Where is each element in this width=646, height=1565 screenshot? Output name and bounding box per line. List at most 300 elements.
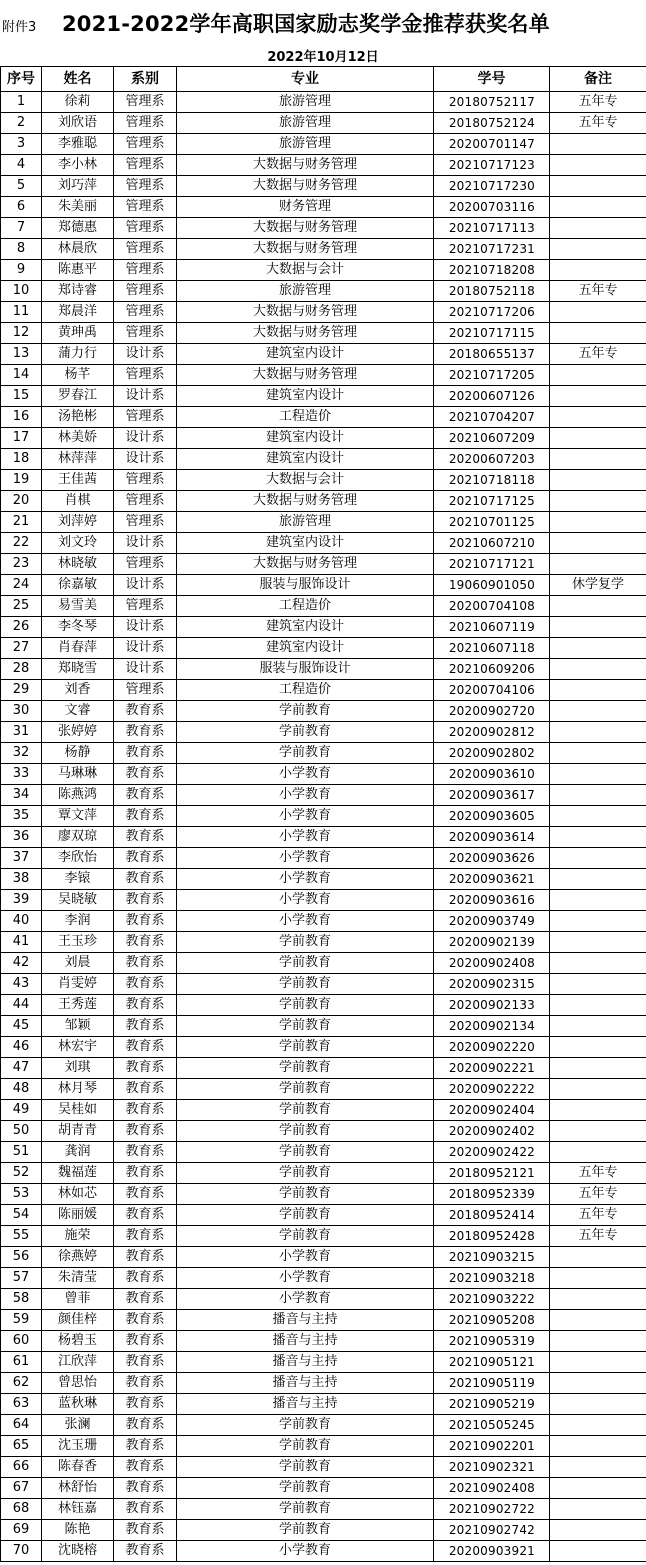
cell-name: 林钰嘉	[42, 1499, 114, 1520]
cell-department: 设计系	[114, 344, 177, 365]
table-row	[1, 428, 646, 449]
cell-department: 设计系	[114, 575, 177, 596]
cell-department: 管理系	[114, 323, 177, 344]
table-row	[1, 827, 646, 848]
cell-student-id: 20180952428	[434, 1226, 550, 1247]
cell-department: 教育系	[114, 932, 177, 953]
cell-department: 教育系	[114, 722, 177, 743]
cell-major: 播音与主持	[177, 1373, 434, 1394]
cell-student-id: 20200902408	[434, 953, 550, 974]
cell-name: 张婷婷	[42, 722, 114, 743]
cell-student-id: 20180655137	[434, 344, 550, 365]
cell-department: 管理系	[114, 680, 177, 701]
cell-name: 黄珅禹	[42, 323, 114, 344]
cell-index: 57	[1, 1268, 42, 1289]
cell-student-id: 20210607118	[434, 638, 550, 659]
cell-major: 建筑室内设计	[177, 386, 434, 407]
table-row	[1, 638, 646, 659]
cell-name: 王玉珍	[42, 932, 114, 953]
cell-department: 教育系	[114, 806, 177, 827]
cell-name: 肖春萍	[42, 638, 114, 659]
cell-major: 旅游管理	[177, 512, 434, 533]
cell-name: 邹颖	[42, 1016, 114, 1037]
cell-department: 管理系	[114, 197, 177, 218]
cell-major: 小学教育	[177, 869, 434, 890]
cell-major: 学前教育	[177, 995, 434, 1016]
cell-note: 五年专	[550, 344, 646, 365]
cell-department: 设计系	[114, 617, 177, 638]
cell-note	[550, 638, 646, 659]
cell-department: 教育系	[114, 827, 177, 848]
cell-note	[550, 1058, 646, 1079]
table-row	[1, 890, 646, 911]
cell-major: 小学教育	[177, 1268, 434, 1289]
cell-name: 陈艳	[42, 1520, 114, 1541]
table-row	[1, 554, 646, 575]
cell-department: 管理系	[114, 491, 177, 512]
cell-department: 教育系	[114, 1310, 177, 1331]
table-row	[1, 659, 646, 680]
cell-student-id: 20180952121	[434, 1163, 550, 1184]
cell-name: 文睿	[42, 701, 114, 722]
cell-index: 20	[1, 491, 42, 512]
cell-major: 学前教育	[177, 1478, 434, 1499]
cell-student-id: 20210718208	[434, 260, 550, 281]
cell-department: 教育系	[114, 1163, 177, 1184]
table-row	[1, 869, 646, 890]
cell-index: 52	[1, 1163, 42, 1184]
cell-note	[550, 806, 646, 827]
cell-student-id: 20200902422	[434, 1142, 550, 1163]
table-row	[1, 113, 646, 134]
cell-index: 2	[1, 113, 42, 134]
cell-student-id: 20200903921	[434, 1541, 550, 1562]
cell-student-id: 20210902201	[434, 1436, 550, 1457]
cell-note: 五年专	[550, 1184, 646, 1205]
table-row	[1, 1331, 646, 1352]
cell-major: 学前教育	[177, 1184, 434, 1205]
cell-name: 杨碧玉	[42, 1331, 114, 1352]
table-header-row	[1, 67, 646, 92]
table-row	[1, 1226, 646, 1247]
cell-name: 林晨欣	[42, 239, 114, 260]
cell-student-id: 20200902402	[434, 1121, 550, 1142]
cell-student-id: 20200902222	[434, 1079, 550, 1100]
table-row	[1, 281, 646, 302]
cell-student-id: 20210607209	[434, 428, 550, 449]
cell-student-id: 20200903610	[434, 764, 550, 785]
cell-student-id: 20200607203	[434, 449, 550, 470]
cell-index: 27	[1, 638, 42, 659]
cell-note	[550, 890, 646, 911]
cell-department: 管理系	[114, 554, 177, 575]
cell-student-id: 20200903617	[434, 785, 550, 806]
table-row	[1, 92, 646, 113]
cell-major: 播音与主持	[177, 1331, 434, 1352]
cell-student-id: 20200902133	[434, 995, 550, 1016]
cell-student-id: 20200607126	[434, 386, 550, 407]
cell-major: 旅游管理	[177, 92, 434, 113]
cell-student-id: 20200903749	[434, 911, 550, 932]
cell-major: 学前教育	[177, 743, 434, 764]
cell-major: 学前教育	[177, 1415, 434, 1436]
cell-index: 67	[1, 1478, 42, 1499]
cell-major: 大数据与财务管理	[177, 554, 434, 575]
cell-note	[550, 1520, 646, 1541]
cell-note	[550, 1121, 646, 1142]
cell-note	[550, 1352, 646, 1373]
table-row	[1, 155, 646, 176]
cell-name: 魏福莲	[42, 1163, 114, 1184]
cell-major: 学前教育	[177, 1037, 434, 1058]
cell-name: 易雪美	[42, 596, 114, 617]
cell-major: 学前教育	[177, 1079, 434, 1100]
cell-name: 江欣萍	[42, 1352, 114, 1373]
cell-note	[550, 785, 646, 806]
cell-index: 6	[1, 197, 42, 218]
cell-department: 教育系	[114, 1268, 177, 1289]
cell-major: 服装与服饰设计	[177, 659, 434, 680]
cell-index: 61	[1, 1352, 42, 1373]
cell-student-id: 20210902722	[434, 1499, 550, 1520]
cell-name: 蓝秋琳	[42, 1394, 114, 1415]
table-row	[1, 1058, 646, 1079]
cell-index: 4	[1, 155, 42, 176]
cell-name: 胡青青	[42, 1121, 114, 1142]
table-row	[1, 1457, 646, 1478]
cell-major: 旅游管理	[177, 134, 434, 155]
cell-department: 教育系	[114, 974, 177, 995]
cell-department: 管理系	[114, 92, 177, 113]
cell-name: 徐燕婷	[42, 1247, 114, 1268]
document-date: 2022年10月12日	[267, 50, 379, 65]
table-row	[1, 1352, 646, 1373]
cell-major: 大数据与财务管理	[177, 365, 434, 386]
cell-name: 郑德惠	[42, 218, 114, 239]
cell-name: 李小林	[42, 155, 114, 176]
table-row	[1, 932, 646, 953]
column-header-note: 备注	[550, 67, 646, 92]
cell-department: 管理系	[114, 281, 177, 302]
cell-index: 50	[1, 1121, 42, 1142]
cell-name: 朱清莹	[42, 1268, 114, 1289]
table-row	[1, 1478, 646, 1499]
cell-student-id: 20210905219	[434, 1394, 550, 1415]
cell-note	[550, 386, 646, 407]
cell-note	[550, 1541, 646, 1562]
cell-name: 汤艳彬	[42, 407, 114, 428]
cell-index: 29	[1, 680, 42, 701]
cell-student-id: 20200902404	[434, 1100, 550, 1121]
table-row	[1, 365, 646, 386]
cell-major: 播音与主持	[177, 1310, 434, 1331]
cell-name: 颜佳梓	[42, 1310, 114, 1331]
cell-department: 教育系	[114, 1478, 177, 1499]
cell-department: 教育系	[114, 1058, 177, 1079]
cell-major: 大数据与财务管理	[177, 491, 434, 512]
cell-department: 管理系	[114, 512, 177, 533]
cell-name: 郑晓雪	[42, 659, 114, 680]
cell-department: 教育系	[114, 1541, 177, 1562]
cell-index: 23	[1, 554, 42, 575]
cell-note	[550, 197, 646, 218]
table-row	[1, 512, 646, 533]
cell-index: 36	[1, 827, 42, 848]
cell-note	[550, 932, 646, 953]
cell-student-id: 20200902221	[434, 1058, 550, 1079]
cell-name: 刘巧萍	[42, 176, 114, 197]
cell-name: 杨芊	[42, 365, 114, 386]
cell-note	[550, 953, 646, 974]
cell-note	[550, 512, 646, 533]
cell-note	[550, 848, 646, 869]
cell-department: 管理系	[114, 596, 177, 617]
cell-major: 学前教育	[177, 932, 434, 953]
cell-major: 学前教育	[177, 1121, 434, 1142]
cell-note	[550, 722, 646, 743]
cell-student-id: 20200902134	[434, 1016, 550, 1037]
cell-student-id: 20210902321	[434, 1457, 550, 1478]
cell-index: 32	[1, 743, 42, 764]
cell-index: 45	[1, 1016, 42, 1037]
cell-name: 刘文玲	[42, 533, 114, 554]
cell-name: 杨静	[42, 743, 114, 764]
cell-student-id: 20210905119	[434, 1373, 550, 1394]
cell-note	[550, 1478, 646, 1499]
table-row	[1, 197, 646, 218]
cell-major: 服装与服饰设计	[177, 575, 434, 596]
cell-note	[550, 491, 646, 512]
table-row	[1, 1394, 646, 1415]
cell-note	[550, 365, 646, 386]
cell-department: 管理系	[114, 407, 177, 428]
cell-major: 小学教育	[177, 1289, 434, 1310]
cell-index: 37	[1, 848, 42, 869]
table-row	[1, 302, 646, 323]
cell-department: 教育系	[114, 1079, 177, 1100]
cell-name: 蒲力行	[42, 344, 114, 365]
cell-department: 教育系	[114, 1184, 177, 1205]
cell-note	[550, 596, 646, 617]
cell-student-id: 20180952414	[434, 1205, 550, 1226]
cell-department: 管理系	[114, 239, 177, 260]
table-row	[1, 743, 646, 764]
cell-name: 龚润	[42, 1142, 114, 1163]
cell-note: 五年专	[550, 281, 646, 302]
cell-name: 沈玉珊	[42, 1436, 114, 1457]
cell-name: 郑晨洋	[42, 302, 114, 323]
cell-name: 李雅聪	[42, 134, 114, 155]
cell-index: 13	[1, 344, 42, 365]
cell-major: 学前教育	[177, 1457, 434, 1478]
cell-index: 22	[1, 533, 42, 554]
cell-note	[550, 260, 646, 281]
cell-index: 41	[1, 932, 42, 953]
cell-student-id: 20200704106	[434, 680, 550, 701]
cell-note	[550, 659, 646, 680]
cell-student-id: 20210701125	[434, 512, 550, 533]
cell-name: 刘欣语	[42, 113, 114, 134]
cell-note	[550, 974, 646, 995]
table-row	[1, 596, 646, 617]
cell-note	[550, 239, 646, 260]
cell-major: 大数据与会计	[177, 470, 434, 491]
cell-major: 学前教育	[177, 1058, 434, 1079]
column-header-index: 序号	[1, 67, 42, 92]
table-row	[1, 176, 646, 197]
cell-name: 肖雯婷	[42, 974, 114, 995]
cell-note	[550, 1373, 646, 1394]
cell-major: 小学教育	[177, 785, 434, 806]
cell-department: 管理系	[114, 134, 177, 155]
cell-major: 建筑室内设计	[177, 638, 434, 659]
cell-note	[550, 1079, 646, 1100]
table-row	[1, 218, 646, 239]
cell-major: 旅游管理	[177, 113, 434, 134]
cell-major: 小学教育	[177, 911, 434, 932]
cell-student-id: 20200902812	[434, 722, 550, 743]
cell-index: 10	[1, 281, 42, 302]
cell-department: 教育系	[114, 1289, 177, 1310]
cell-major: 播音与主持	[177, 1352, 434, 1373]
table-row	[1, 134, 646, 155]
cell-major: 学前教育	[177, 1436, 434, 1457]
cell-index: 62	[1, 1373, 42, 1394]
cell-index: 55	[1, 1226, 42, 1247]
cell-note: 五年专	[550, 1226, 646, 1247]
cell-note	[550, 1037, 646, 1058]
cell-department: 教育系	[114, 764, 177, 785]
table-row	[1, 1541, 646, 1562]
attachment-label: 附件3	[2, 20, 37, 35]
cell-index: 35	[1, 806, 42, 827]
award-list-table	[0, 66, 646, 1562]
cell-index: 11	[1, 302, 42, 323]
cell-department: 教育系	[114, 1331, 177, 1352]
cell-index: 38	[1, 869, 42, 890]
table-row	[1, 848, 646, 869]
cell-department: 教育系	[114, 1457, 177, 1478]
cell-note	[550, 554, 646, 575]
cell-index: 17	[1, 428, 42, 449]
cell-index: 14	[1, 365, 42, 386]
cell-index: 49	[1, 1100, 42, 1121]
cell-index: 25	[1, 596, 42, 617]
cell-student-id: 20210905208	[434, 1310, 550, 1331]
cell-index: 3	[1, 134, 42, 155]
cell-major: 学前教育	[177, 1499, 434, 1520]
cell-department: 教育系	[114, 1205, 177, 1226]
cell-name: 徐嘉敏	[42, 575, 114, 596]
cell-name: 李冬琴	[42, 617, 114, 638]
table-row	[1, 1142, 646, 1163]
cell-student-id: 19060901050	[434, 575, 550, 596]
cell-department: 教育系	[114, 995, 177, 1016]
cell-note	[550, 134, 646, 155]
cell-student-id: 20200902720	[434, 701, 550, 722]
cell-index: 63	[1, 1394, 42, 1415]
cell-note	[550, 680, 646, 701]
cell-student-id: 20210704207	[434, 407, 550, 428]
cell-department: 教育系	[114, 1016, 177, 1037]
cell-major: 建筑室内设计	[177, 533, 434, 554]
cell-major: 工程造价	[177, 680, 434, 701]
cell-index: 16	[1, 407, 42, 428]
cell-note	[550, 1499, 646, 1520]
cell-index: 56	[1, 1247, 42, 1268]
column-header-major: 专业	[177, 67, 434, 92]
cell-note	[550, 323, 646, 344]
cell-note	[550, 1436, 646, 1457]
table-row	[1, 1310, 646, 1331]
cell-major: 财务管理	[177, 197, 434, 218]
cell-note	[550, 995, 646, 1016]
cell-name: 李润	[42, 911, 114, 932]
table-row	[1, 386, 646, 407]
table-row	[1, 260, 646, 281]
cell-note	[550, 155, 646, 176]
cell-note	[550, 764, 646, 785]
cell-student-id: 20200902139	[434, 932, 550, 953]
table-row	[1, 1016, 646, 1037]
cell-department: 教育系	[114, 1415, 177, 1436]
cell-name: 曾思怡	[42, 1373, 114, 1394]
column-header-name: 姓名	[42, 67, 114, 92]
cell-name: 廖双琼	[42, 827, 114, 848]
cell-index: 28	[1, 659, 42, 680]
cell-student-id: 20200903626	[434, 848, 550, 869]
cell-name: 徐莉	[42, 92, 114, 113]
table-row	[1, 701, 646, 722]
cell-name: 吴桂如	[42, 1100, 114, 1121]
cell-name: 陈燕鸿	[42, 785, 114, 806]
cell-note	[550, 428, 646, 449]
document-title: 2021-2022学年高职国家励志奖学金推荐获奖名单	[62, 12, 550, 36]
table-row	[1, 764, 646, 785]
cell-student-id: 20210717206	[434, 302, 550, 323]
table-row	[1, 722, 646, 743]
cell-major: 学前教育	[177, 1226, 434, 1247]
column-header-student-id: 学号	[434, 67, 550, 92]
cell-department: 教育系	[114, 1142, 177, 1163]
cell-index: 66	[1, 1457, 42, 1478]
cell-note	[550, 827, 646, 848]
table-row	[1, 407, 646, 428]
cell-name: 林美娇	[42, 428, 114, 449]
cell-major: 建筑室内设计	[177, 428, 434, 449]
cell-department: 教育系	[114, 1100, 177, 1121]
cell-student-id: 20180752124	[434, 113, 550, 134]
cell-name: 吴晓敏	[42, 890, 114, 911]
cell-student-id: 20210609206	[434, 659, 550, 680]
cell-note	[550, 1394, 646, 1415]
cell-index: 15	[1, 386, 42, 407]
cell-name: 覃文萍	[42, 806, 114, 827]
cell-major: 大数据与财务管理	[177, 218, 434, 239]
cell-student-id: 20200903614	[434, 827, 550, 848]
cell-department: 教育系	[114, 743, 177, 764]
cell-student-id: 20210902742	[434, 1520, 550, 1541]
cell-name: 朱美丽	[42, 197, 114, 218]
table-row	[1, 1100, 646, 1121]
table-row	[1, 1415, 646, 1436]
cell-department: 设计系	[114, 386, 177, 407]
cell-department: 教育系	[114, 848, 177, 869]
cell-department: 管理系	[114, 218, 177, 239]
cell-note	[550, 1415, 646, 1436]
table-row	[1, 953, 646, 974]
cell-department: 管理系	[114, 302, 177, 323]
